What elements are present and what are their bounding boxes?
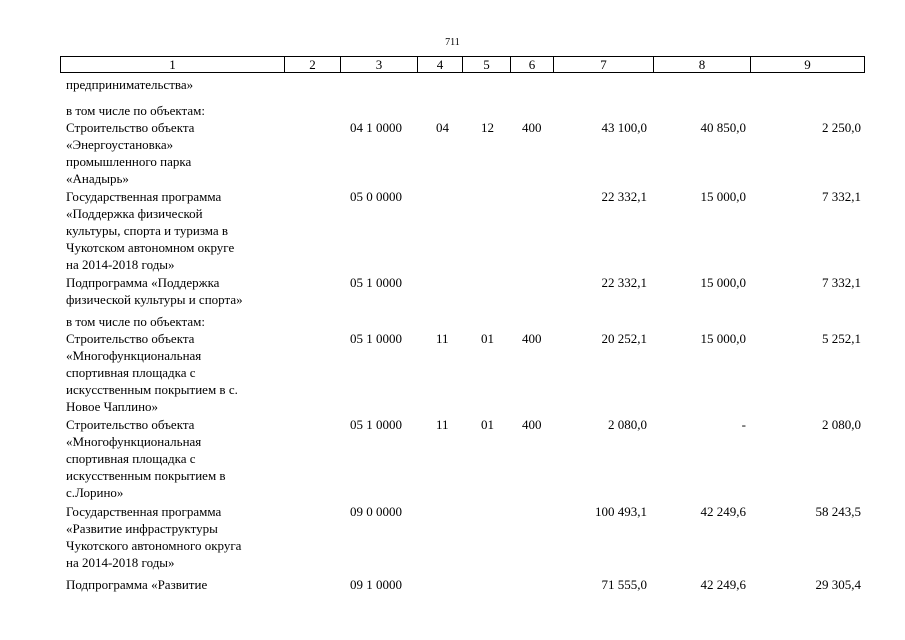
header-col-3: 3 — [340, 57, 417, 72]
row-name: Строительство объекта «Многофункциональная спортивная площадка с искусственным покрытием в с.Лорино» — [66, 417, 226, 500]
target-code: 05 1 0000 — [350, 275, 402, 290]
amount-col-8: - — [741, 417, 746, 432]
amount-col-9: 2 080,0 — [822, 417, 861, 432]
amount-col-8: 40 850,0 — [700, 120, 746, 135]
amount-col-9: 2 250,0 — [822, 120, 861, 135]
target-code: 05 1 0000 — [350, 331, 402, 346]
amount-col-9: 58 243,5 — [815, 504, 861, 519]
row-name: предпринимательства» — [66, 77, 194, 92]
amount-total: 71 555,0 — [601, 577, 647, 592]
header-col-4: 4 — [417, 57, 462, 72]
amount-col-8: 15 000,0 — [700, 275, 746, 290]
row-name: в том числе по объектам: — [66, 314, 205, 329]
amount-total: 22 332,1 — [601, 275, 647, 290]
target-code: 04 1 0000 — [350, 120, 402, 135]
amount-total: 2 080,0 — [608, 417, 647, 432]
amount-total: 100 493,1 — [595, 504, 647, 519]
header-col-1: 1 — [169, 57, 176, 72]
expense-type-code: 400 — [522, 417, 542, 432]
expense-type-code: 400 — [522, 120, 542, 135]
section-code: 04 — [436, 120, 449, 135]
row-name: Государственная программа «Поддержка физической культуры, спорта и туризма в Чукотском автономном округе на 2014-2018 годы» — [66, 189, 235, 272]
amount-col-9: 5 252,1 — [822, 331, 861, 346]
amount-col-8: 15 000,0 — [700, 331, 746, 346]
amount-col-9: 7 332,1 — [822, 275, 861, 290]
row-name: Государственная программа «Развитие инфраструктуры Чукотского автономного округа на 2014-2018 годы» — [66, 504, 242, 570]
expense-type-code: 400 — [522, 331, 542, 346]
amount-col-8: 42 249,6 — [700, 577, 746, 592]
header-col-5: 5 — [462, 57, 510, 72]
section-code: 11 — [436, 417, 449, 432]
header-col-9: 9 — [750, 57, 864, 72]
amount-col-9: 29 305,4 — [815, 577, 861, 592]
target-code: 09 0 0000 — [350, 504, 402, 519]
row-name: Строительство объекта «Многофункциональная спортивная площадка с искусственным покрытием в с. Новое Чаплино» — [66, 331, 238, 414]
row-name: Подпрограмма «Развитие — [66, 577, 208, 592]
header-col-8: 8 — [653, 57, 750, 72]
target-code: 05 1 0000 — [350, 417, 402, 432]
header-col-2: 2 — [284, 57, 340, 72]
amount-total: 43 100,0 — [601, 120, 647, 135]
amount-col-8: 15 000,0 — [700, 189, 746, 204]
subsection-code: 01 — [481, 417, 494, 432]
row-name: Подпрограмма «Поддержка физической культуры и спорта» — [66, 275, 243, 307]
amount-col-8: 42 249,6 — [700, 504, 746, 519]
amount-total: 20 252,1 — [601, 331, 647, 346]
amount-total: 22 332,1 — [601, 189, 647, 204]
subsection-code: 12 — [481, 120, 494, 135]
target-code: 05 0 0000 — [350, 189, 402, 204]
subsection-code: 01 — [481, 331, 494, 346]
row-name: Строительство объекта «Энергоустановка» промышленного парка «Анадырь» — [66, 120, 195, 186]
header-col-6: 6 — [510, 57, 553, 72]
amount-col-9: 7 332,1 — [822, 189, 861, 204]
target-code: 09 1 0000 — [350, 577, 402, 592]
section-code: 11 — [436, 331, 449, 346]
header-col-7: 7 — [553, 57, 653, 72]
row-name: в том числе по объектам: — [66, 103, 205, 118]
page-number: 711 — [445, 37, 460, 48]
